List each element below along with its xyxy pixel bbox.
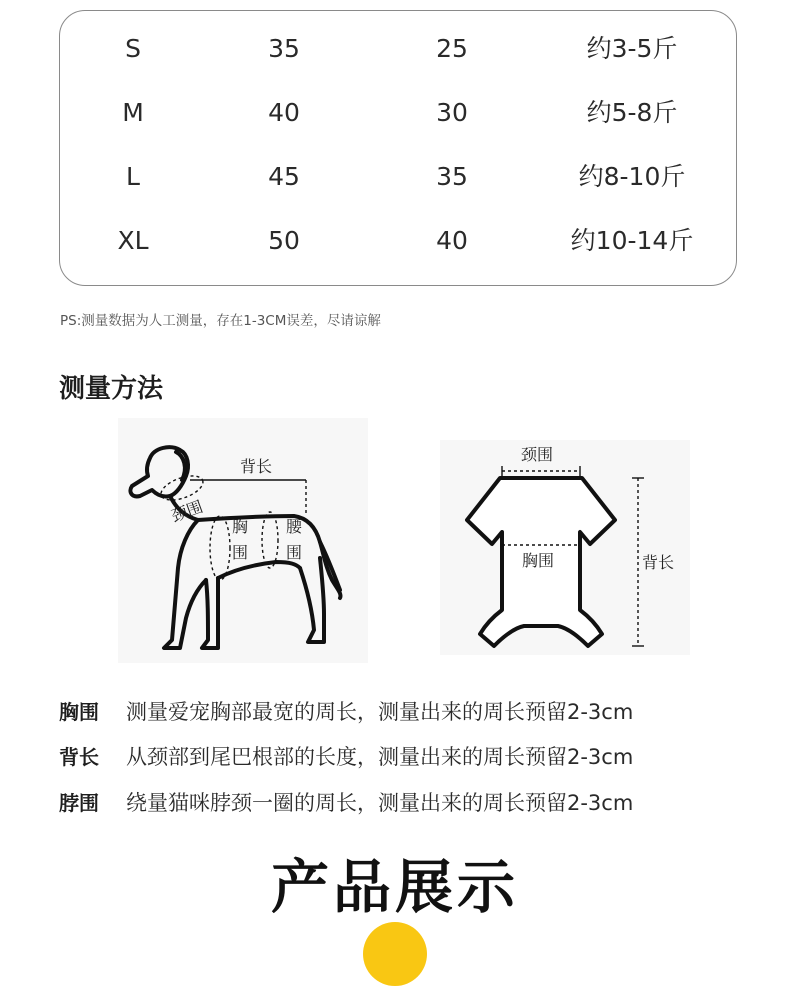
description-row xyxy=(59,697,633,727)
size-cell: M xyxy=(122,98,144,127)
section-title: 测量方法 xyxy=(59,374,164,404)
dog-measure-diagram xyxy=(118,418,368,663)
showcase-title: 产品展示 xyxy=(270,853,519,921)
value-cell: 40 xyxy=(268,98,300,127)
table-row xyxy=(60,157,736,197)
garment-neck-label: 颈围 xyxy=(521,445,554,464)
dog-waist-label-1: 腰 xyxy=(286,517,303,536)
weight-cell: 约5-8斤 xyxy=(586,98,678,127)
dog-chest-label-1: 胸 xyxy=(232,517,249,536)
value-cell: 30 xyxy=(436,98,468,127)
dog-waist-label-2: 围 xyxy=(286,543,303,562)
description-text: 测量爱宠胸部最宽的周长，测量出来的周长预留2-3cm xyxy=(126,700,634,724)
garment-back-label: 背长 xyxy=(642,553,675,572)
size-cell: XL xyxy=(117,226,149,255)
value-cell: 25 xyxy=(436,34,468,63)
dog-neck-label: 颈围 xyxy=(168,496,206,526)
dog-back-label: 背长 xyxy=(240,457,273,476)
size-cell: S xyxy=(125,34,141,63)
size-cell: L xyxy=(126,162,140,191)
value-cell: 35 xyxy=(268,34,300,63)
accent-dot xyxy=(363,922,427,986)
description-term: 背长 xyxy=(59,745,99,769)
garment-chest-label: 胸围 xyxy=(522,551,555,570)
value-cell: 50 xyxy=(268,226,300,255)
weight-cell: 约8-10斤 xyxy=(578,162,686,191)
weight-cell: 约10-14斤 xyxy=(570,226,694,255)
measurement-note: PS:测量数据为人工测量，存在1-3CM误差，尽请谅解 xyxy=(60,313,381,329)
description-row xyxy=(59,788,633,818)
description-term: 脖围 xyxy=(59,791,99,815)
dog-chest-label-2: 围 xyxy=(232,543,249,562)
value-cell: 40 xyxy=(436,226,468,255)
size-table xyxy=(59,10,737,286)
weight-cell: 约3-5斤 xyxy=(586,34,678,63)
table-row xyxy=(60,221,736,261)
table-row xyxy=(60,93,736,133)
value-cell: 35 xyxy=(436,162,468,191)
garment-measure-diagram xyxy=(440,440,690,655)
description-term: 胸围 xyxy=(59,700,99,724)
value-cell: 45 xyxy=(268,162,300,191)
description-text: 从颈部到尾巴根部的长度，测量出来的周长预留2-3cm xyxy=(126,745,634,769)
description-text: 绕量猫咪脖颈一圈的周长，测量出来的周长预留2-3cm xyxy=(126,791,634,815)
description-row xyxy=(59,742,633,772)
table-row xyxy=(60,29,736,69)
